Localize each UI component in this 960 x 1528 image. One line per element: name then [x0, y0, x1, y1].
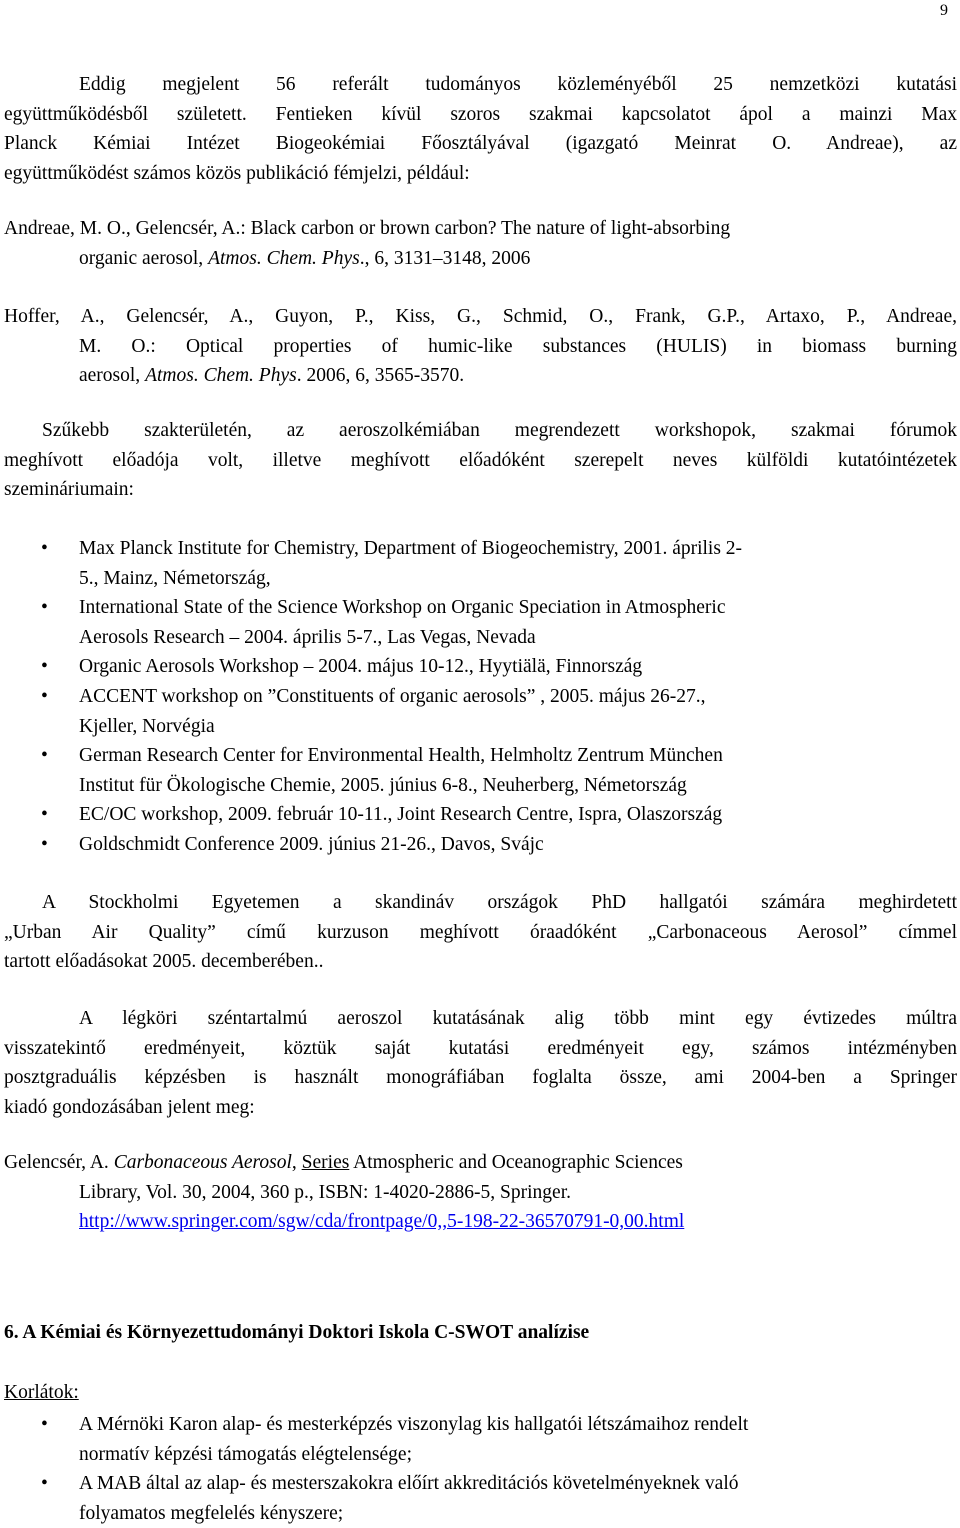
book-url-line [4, 1207, 957, 1237]
limits-label-wrap [4, 1378, 957, 1408]
ref1-text-b: ., 6, 3131–3148, 2006 [359, 247, 531, 269]
intro-line-4: együttműködést számos közös publikáció fémjelzi, például: [4, 162, 470, 184]
page-number: 9 [940, 2, 948, 19]
workshop-line: • Organic Aerosols Workshop – 2004. május 10-12., Hyytiälä, Finnország [79, 656, 643, 678]
ref2-journal: Atmos. Chem. Phys [145, 365, 297, 387]
workshop-line: • Goldschmidt Conference 2009. június 21-26., Davos, Svájc [79, 833, 544, 855]
workshop-line: • Max Planck Institute for Chemistry, Department of Biogeochemistry, 2001. április 2- [79, 538, 743, 559]
limit-line: normatív képzési támogatás elégtelensége; [79, 1443, 412, 1465]
list-item [0, 1469, 957, 1528]
book-sep: , [291, 1152, 302, 1173]
ref2-text-a: aerosol, [79, 365, 146, 387]
limit-line: • A Mérnöki Karon alap- és mesterképzés viszonylag kis hallgatói létszámaihoz rendelt [79, 1414, 749, 1435]
book-series-rest: Atmospheric and Oceanographic Sciences [349, 1152, 683, 1173]
limits-list [0, 1410, 957, 1528]
workshop-line: • German Research Center for Environmental Health, Helmholtz Zentrum München [79, 745, 723, 767]
section-6-title: 6. A Kémiai és Környezettudományi Doktori Iskola C-SWOT analízise [4, 1322, 590, 1343]
list-item [0, 682, 957, 741]
intro-line-1: Eddig megjelent 56 referált tudományos közleményéből 25 nemzetközi kutatási [79, 74, 957, 95]
workshop-line: Institut für Ökologische Chemie, 2005. június 6-8., Neuherberg, Németország [79, 774, 687, 796]
ref2-line-1: Hoffer, A., Gelencsér, A., Guyon, P., Kiss, G., Schmid, O., Frank, G.P., Artaxo, P., Andreae, [4, 306, 957, 327]
intro-paragraph [4, 70, 957, 188]
list-item [0, 800, 957, 830]
monograph-line-3: posztgraduális képzésben is használt monográfiában foglalta össze, ami 2004-ben a Springer [4, 1067, 957, 1089]
ref1-text-a: organic aerosol, [79, 247, 209, 269]
monograph-line-2: visszatekintő eredményeit, köztük saját kutatási eredményeit egy, számos intézményben [4, 1037, 957, 1059]
ref1-journal: Atmos. Chem. Phys [208, 247, 360, 269]
stockholm-paragraph [4, 888, 957, 977]
book-line-1 [4, 1148, 957, 1178]
workshop-line: • International State of the Science Workshop on Organic Speciation in Atmospheric [79, 597, 726, 619]
list-item [0, 593, 957, 652]
ref2-line-2: M. O.: Optical properties of humic-like substances (HULIS) in biomass burning [79, 335, 957, 357]
list-item [0, 534, 957, 593]
workshops-list [0, 534, 957, 860]
book-line-2: Library, Vol. 30, 2004, 360 p., ISBN: 1-4020-2886-5, Springer. [79, 1181, 571, 1203]
ref2-line-3 [4, 361, 957, 391]
limits-label: Korlátok: [4, 1382, 79, 1403]
list-item [0, 830, 957, 860]
workshop-line: Kjeller, Norvégia [79, 715, 215, 737]
workshops-intro [4, 416, 957, 505]
intro-line-3: Planck Kémiai Intézet Biogeokémiai Főosztályával (igazgató Meinrat O. Andreae), az [4, 133, 957, 155]
springer-link[interactable]: http://www.springer.com/sgw/cda/frontpage/0,,5-198-22-36570791-0,00.html [79, 1211, 685, 1233]
stockholm-line-2: „Urban Air Quality” című kurzuson meghívott óraadóként „Carbonaceous Aerosol” címmel [4, 921, 957, 943]
workshop-line: Aerosols Research – 2004. április 5-7., Las Vegas, Nevada [79, 626, 536, 648]
monograph-line-4: kiadó gondozásában jelent meg: [4, 1096, 255, 1118]
reference-hoffer [4, 302, 957, 391]
monograph-paragraph [4, 1004, 957, 1122]
stockholm-line-1: A Stockholmi Egyetemen a skandináv országok PhD hallgatói számára meghirdetett [42, 892, 957, 913]
monograph-line-1: A légköri széntartalmú aeroszol kutatásának alig több mint egy évtizedes múltra [79, 1008, 957, 1029]
book-series-link[interactable]: Series [301, 1152, 350, 1173]
list-item [0, 741, 957, 800]
ref1-line-2 [4, 244, 957, 274]
ref1-line-1: Andreae, M. O., Gelencsér, A.: Black carbon or brown carbon? The nature of light-absorbing [4, 218, 731, 239]
workshop-line: 5., Mainz, Németország, [79, 567, 271, 589]
stockholm-line-3: tartott előadásokat 2005. decemberében.. [4, 951, 324, 973]
workshops-intro-line-3: szemináriumain: [4, 479, 134, 501]
limit-line: folyamatos megfelelés kényszere; [79, 1502, 344, 1524]
workshop-line: • EC/OC workshop, 2009. február 10-11., Joint Research Centre, Ispra, Olaszország [79, 804, 723, 826]
intro-line-2: együttműködésből született. Fentieken kívül szoros szakmai kapcsolatot ápol a mainzi Max [4, 103, 957, 125]
limit-line: • A MAB által az alap- és mesterszakokra előírt akkreditációs követelményeknek való [79, 1473, 739, 1495]
workshop-line: • ACCENT workshop on ”Constituents of organic aerosols” , 2005. május 26-27., [79, 685, 706, 707]
workshops-intro-line-1: Szűkebb szakterületén, az aeroszolkémiában megrendezett workshopok, szakmai fórumok [42, 420, 957, 441]
list-item [0, 652, 957, 682]
list-item [0, 1410, 957, 1469]
book-reference [4, 1148, 957, 1237]
workshops-intro-line-2: meghívott előadója volt, illetve meghívott előadóként szerepelt neves külföldi kutatóintézetek [4, 449, 957, 471]
reference-andreae [4, 214, 957, 273]
book-title: Carbonaceous Aerosol [113, 1152, 292, 1173]
book-author: Gelencsér, A. [4, 1152, 114, 1173]
ref2-text-b: . 2006, 6, 3565-3570. [296, 365, 465, 387]
